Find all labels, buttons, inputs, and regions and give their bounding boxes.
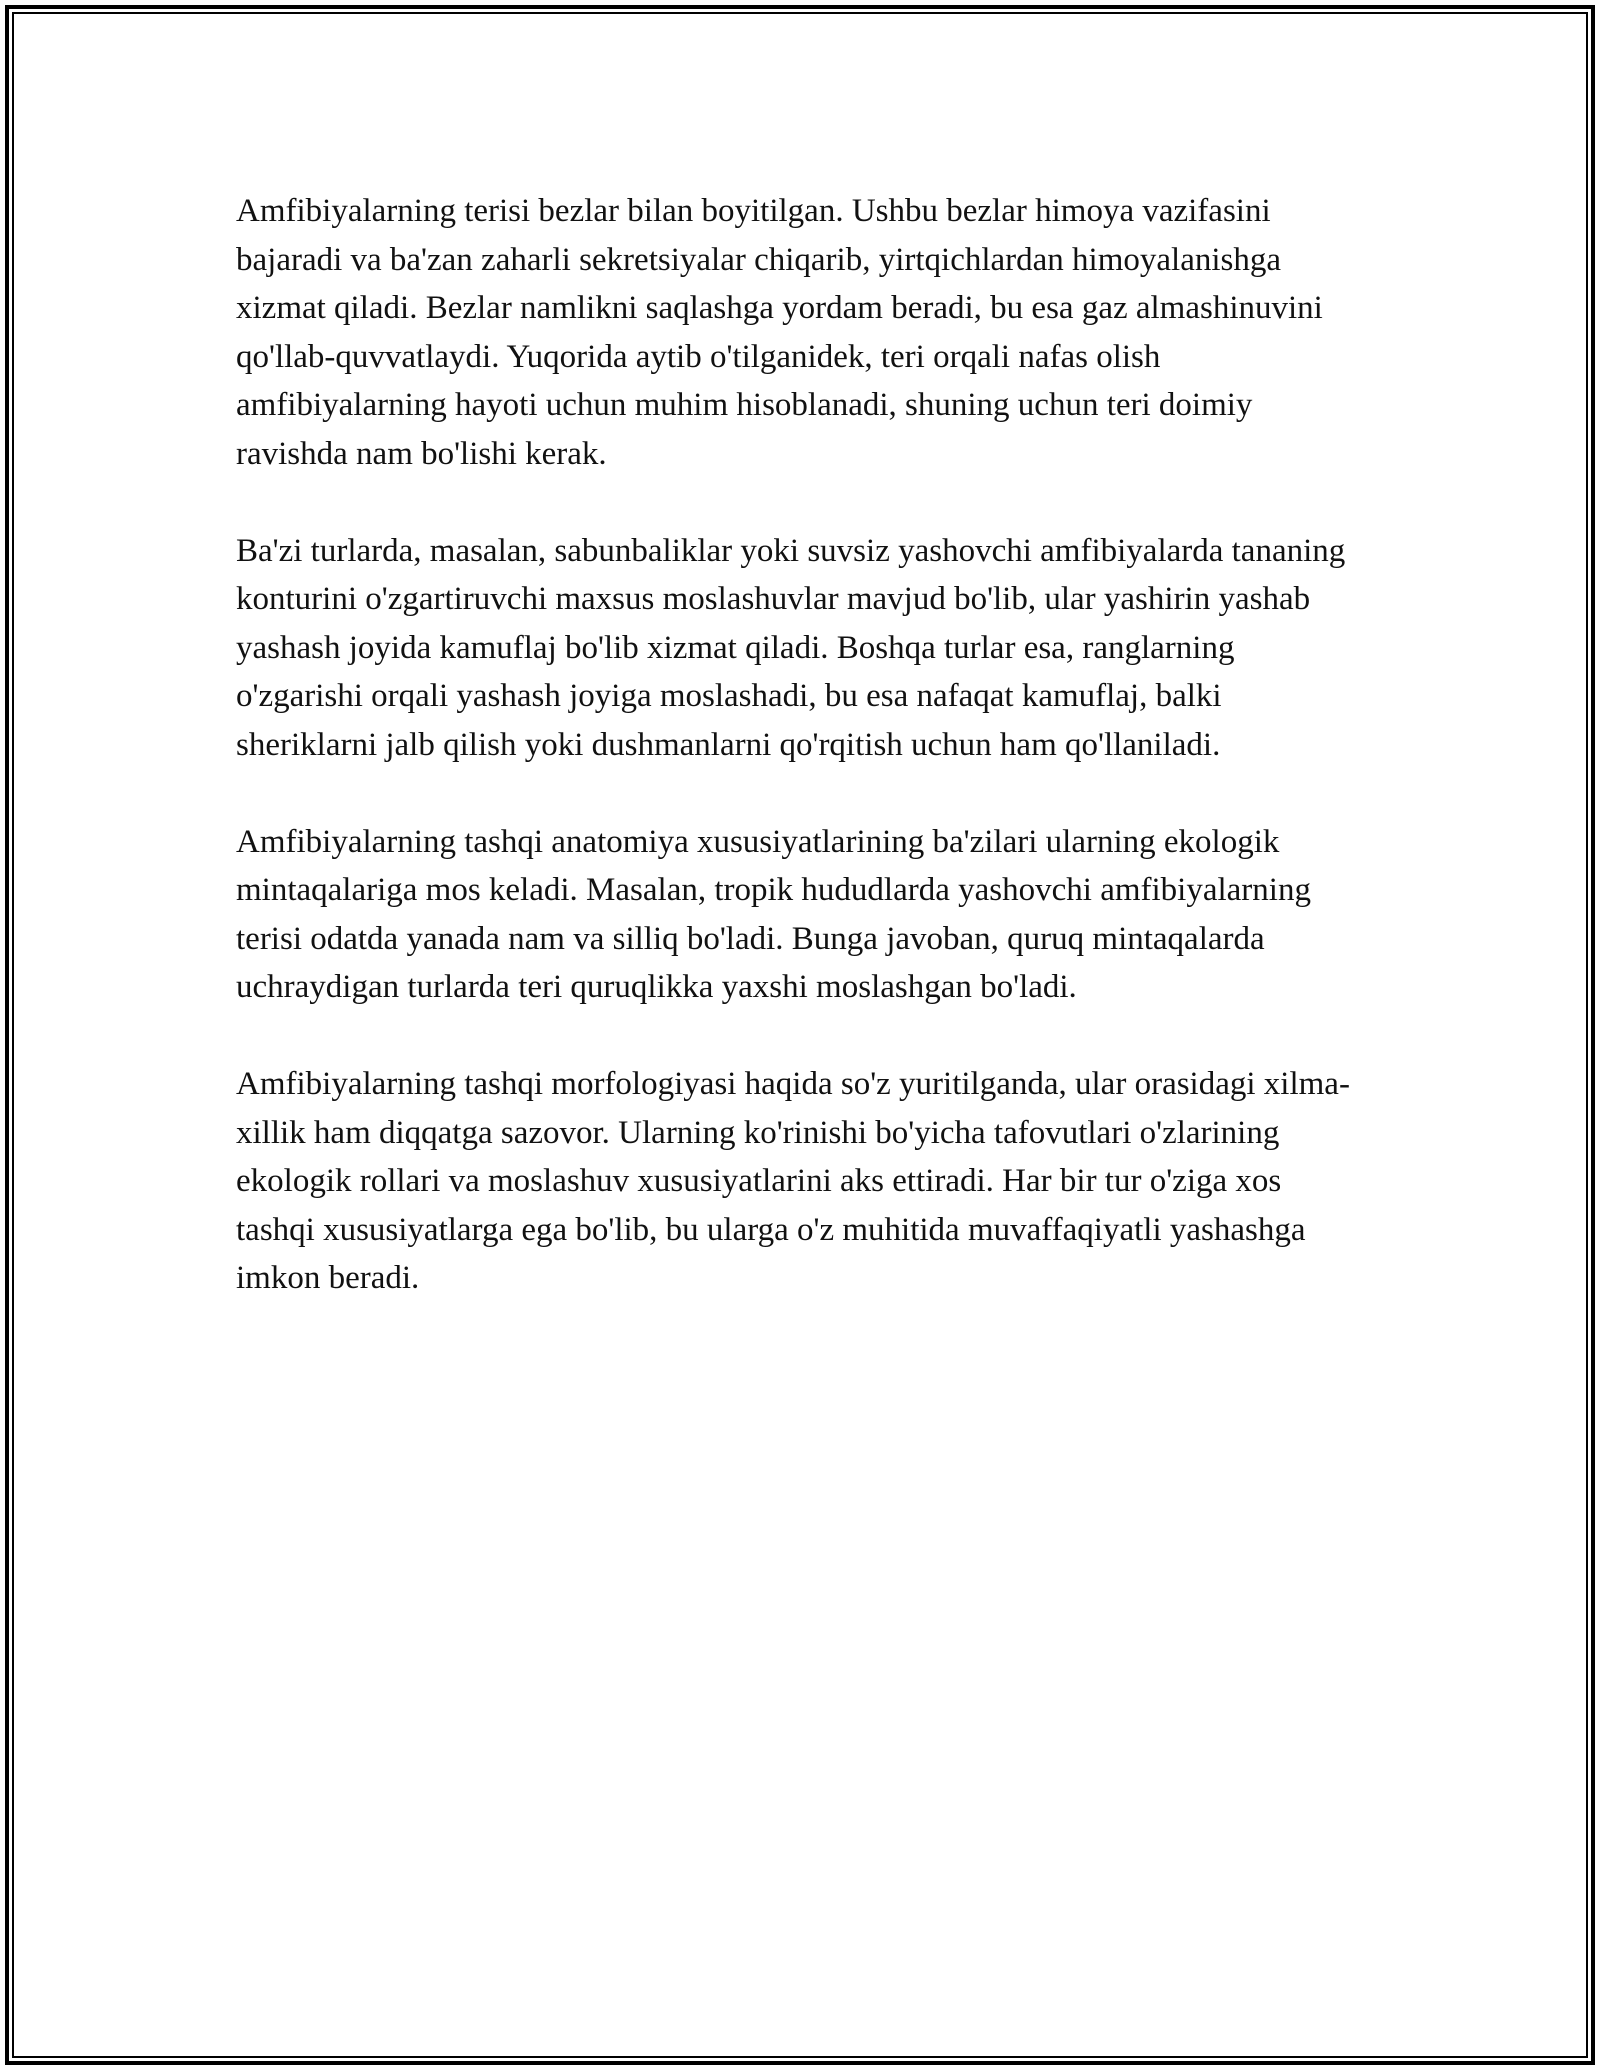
paragraph-1: Amfibiyalarning terisi bezlar bilan boyitilgan. Ushbu bezlar himoya vazifasini bajaradi va ba'zan zaharli sekretsiyalar chiqarib, yirtqichlardan himoyalanishga xizmat qiladi. Bezlar namlikni saqlashga yordam beradi, bu esa gaz almashinuvini qo'llab-quvvatlaydi. Yuqorida aytib o'tilganidek, teri orqali nafas olish amfibiyalarning hayoti uchun muhim hisoblanadi, shuning uchun teri doimiy ravishda nam bo'lishi kerak. <box>236 193 1323 472</box>
document-body <box>236 187 1366 1351</box>
paragraph-3: Amfibiyalarning tashqi anatomiya xususiyatlarining ba'zilari ularning ekologik mintaqalariga mos keladi. Masalan, tropik hududlarda yashovchi amfibiyalarning terisi odatda yanada nam va silliq bo'ladi. Bunga javoban, quruq mintaqalarda uchraydigan turlarda teri quruqlikka yaxshi moslashgan bo'ladi. <box>236 823 1311 1005</box>
paragraph-4: Amfibiyalarning tashqi morfologiyasi haqida so'z yuritilganda, ular orasidagi xilma-xillik ham diqqatga sazovor. Ularning ko'rinishi bo'yicha tafovutlari o'zlarining ekologik rollari va moslashuv xususiyatlarini aks ettiradi. Har bir tur o'ziga xos tashqi xususiyatlarga ega bo'lib, bu ularga o'z muhitida muvaffaqiyatli yashashga imkon beradi. <box>236 1066 1350 1296</box>
paragraph-2: Ba'zi turlarda, masalan, sabunbaliklar yoki suvsiz yashovchi amfibiyalarda tananing konturini o'zgartiruvchi maxsus moslashuvlar mavjud bo'lib, ular yashirin yashab yashash joyida kamuflaj bo'lib xizmat qiladi. Boshqa turlar esa, ranglarning o'zgarishi orqali yashash joyiga moslashadi, bu esa nafaqat kamuflaj, balki sheriklarni jalb qilish yoki dushmanlarni qo'rqitish uchun ham qo'llaniladi. <box>236 532 1346 763</box>
